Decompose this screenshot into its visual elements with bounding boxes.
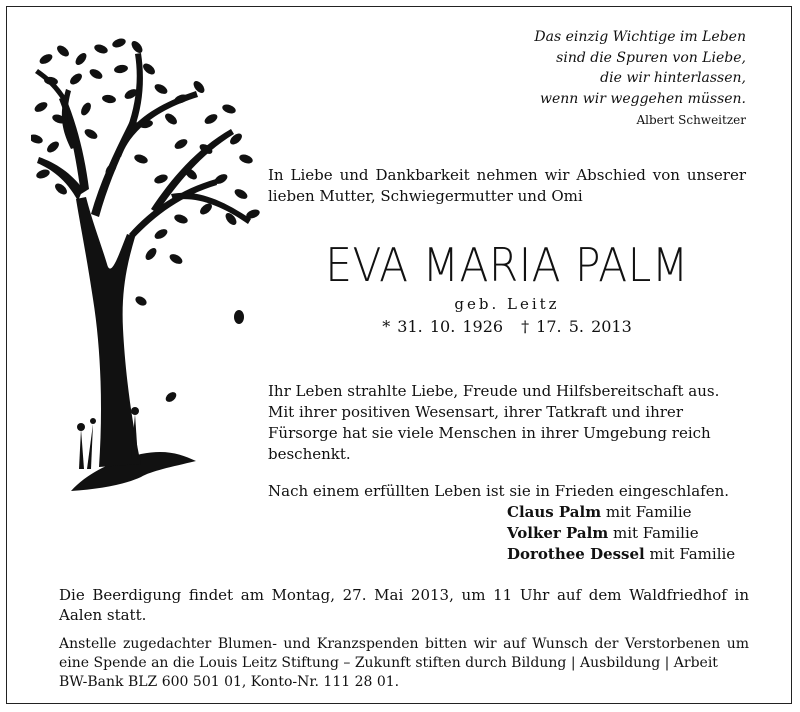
mourner-name: Dorothee Dessel bbox=[507, 545, 645, 563]
mourner-suffix: mit Familie bbox=[601, 503, 692, 521]
tree-icon bbox=[31, 37, 261, 491]
obituary-notice bbox=[6, 6, 792, 704]
mourner-suffix: mit Familie bbox=[608, 524, 699, 542]
mourner-entry bbox=[507, 502, 735, 523]
mourner-suffix: mit Familie bbox=[644, 545, 736, 563]
tribute-paragraph: Ihr Leben strahlte Liebe, Freude und Hilfsbereitschaft aus. Mit ihrer positiven Wesensart, ihrer Tatkraft und ihrer Fürsorge hat sie viele Menschen in ihrer Umgebung reich beschenkt. bbox=[268, 382, 720, 463]
bank-details: BW-Bank BLZ 600 501 01, Konto-Nr. 111 28 01. bbox=[59, 674, 400, 690]
intro-text: In Liebe und Dankbarkeit nehmen wir Abschied von unserer lieben Mutter, Schwiegermutter und Omi bbox=[268, 166, 746, 205]
deceased-name: EVA MARIA PALM bbox=[325, 238, 689, 292]
mourner-name: Claus Palm bbox=[507, 503, 602, 521]
epitaph-quote bbox=[534, 27, 746, 131]
mourners-list bbox=[507, 502, 735, 565]
donation-request: Anstelle zugedachter Blumen- und Kranzspenden bitten wir auf Wunsch der Verstorbenen um eine Spende an die Louis Leitz Stiftung – Zukunft stiften durch Bildung | Ausbildung | Arbeit bbox=[59, 636, 749, 671]
mourner-entry bbox=[507, 544, 735, 565]
death-date: † 17. 5. 2013 bbox=[521, 317, 632, 336]
quote-line: wenn wir weggehen müssen. bbox=[539, 90, 746, 107]
donation-info bbox=[59, 635, 749, 692]
life-dates bbox=[268, 317, 746, 336]
mourner-name: Volker Palm bbox=[507, 524, 609, 542]
tree-illustration bbox=[31, 29, 263, 499]
born-name: geb. Leitz bbox=[454, 295, 560, 313]
tribute-paragraph: Nach einem erfüllten Leben ist sie in Frieden eingeschlafen. bbox=[268, 482, 730, 500]
birth-date: * 31. 10. 1926 bbox=[382, 317, 504, 336]
quote-line: sind die Spuren von Liebe, bbox=[556, 49, 746, 66]
quote-line: Das einzig Wichtige im Leben bbox=[534, 29, 746, 45]
mourner-entry bbox=[507, 523, 735, 544]
funeral-info: Die Beerdigung findet am Montag, 27. Mai 2013, um 11 Uhr auf dem Waldfriedhof in Aalen statt. bbox=[59, 586, 749, 624]
quote-author: Albert Schweitzer bbox=[636, 113, 746, 127]
tribute-text bbox=[268, 381, 746, 518]
quote-line: die wir hinterlassen, bbox=[600, 70, 746, 86]
